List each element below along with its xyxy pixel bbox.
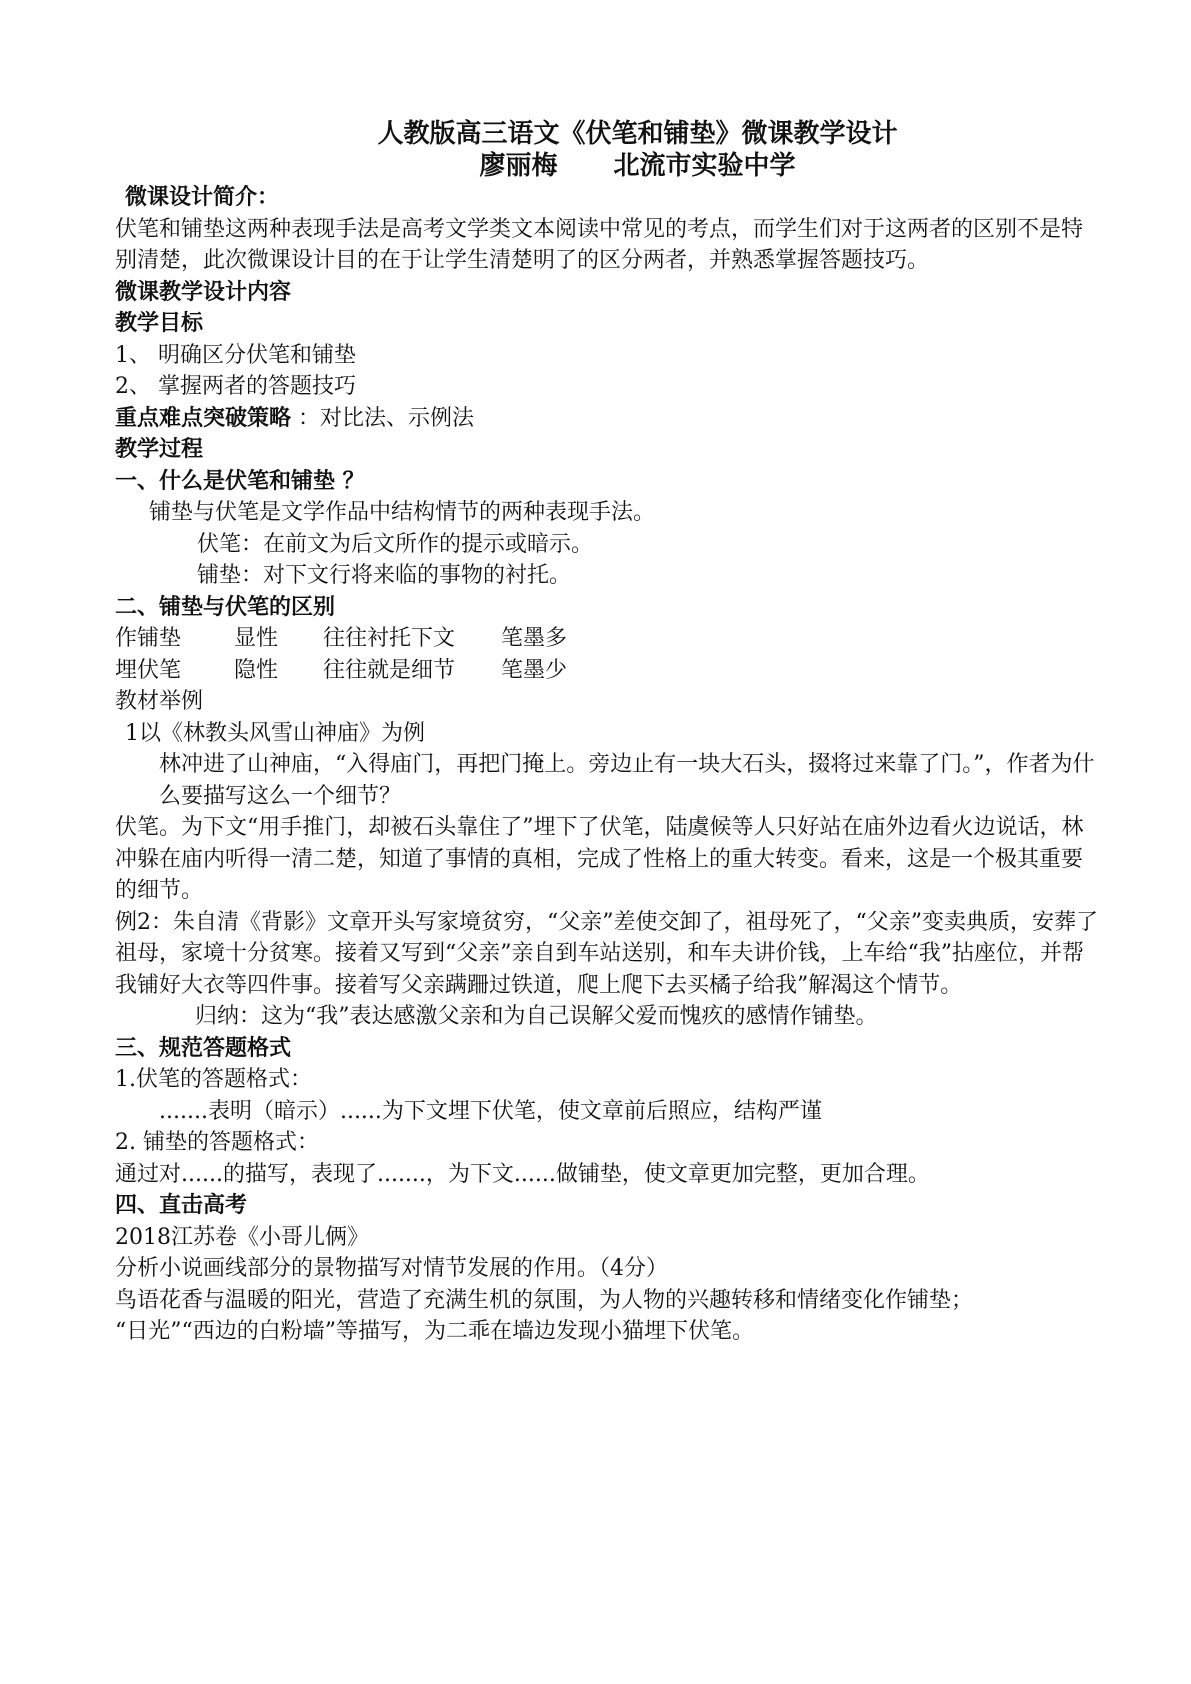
section2-heading: 二、铺垫与伏笔的区别 <box>115 593 336 620</box>
exam-question: 分析小说画线部分的景物描写对情节发展的作用。（4分） <box>115 1256 668 1281</box>
format1-label: 1.伏笔的答题格式： <box>115 1067 312 1092</box>
examples-label: 教材举例 <box>115 689 204 714</box>
comparison-cell: 埋伏笔 <box>115 657 182 683</box>
strategy-line <box>115 403 1100 435</box>
format2-text: 通过对......的描写，表现了.......，为下文......做铺垫，使文章更加完整，更加合理。 <box>115 1161 930 1187</box>
example1-title: 1以《林教头风雪山神庙》为例 <box>125 720 425 746</box>
comparison-row <box>115 655 1100 687</box>
comparison-cell: 笔墨多 <box>501 626 568 651</box>
section1-heading: 一、什么是伏笔和铺垫 ？ <box>115 467 365 494</box>
comparison-cell: 往往就是细节 <box>323 657 456 683</box>
process-heading: 教学过程 <box>115 436 204 462</box>
comparison-row <box>115 623 1100 655</box>
school-name: 北流市实验中学 <box>613 151 796 181</box>
author-name: 廖丽梅 <box>479 151 558 181</box>
comparison-cell: 作铺垫 <box>115 626 182 651</box>
comparison-cell: 显性 <box>234 626 279 651</box>
comparison-cell: 往往衬托下文 <box>323 626 456 651</box>
format2-label: 2. 铺垫的答题格式： <box>115 1130 319 1155</box>
exam-answer: 鸟语花香与温暖的阳光，营造了充满生机的氛围，为人物的兴趣转移和情绪变化作铺垫； <box>115 1287 974 1313</box>
strategy-value: ：对比法、示例法 <box>291 405 475 431</box>
example1-answer: 伏笔。为下文“用手推门，却被石头靠住了”埋下了伏笔，陆虞候等人只好站在庙外边看火边说话，林冲躲在庙内听得一清二楚，知道了事情的真相，完成了性格上的重大转变。看来，这是一个极其重要的细节。 <box>115 815 1084 903</box>
goal-item: 1、 明确区分伏笔和铺垫 <box>115 342 356 368</box>
section1-intro: 铺垫与伏笔是文学作品中结构情节的两种表现手法。 <box>149 500 656 525</box>
setup-definition: 铺垫：对下文行将来临的事物的衬托。 <box>197 563 572 588</box>
intro-text: 伏笔和铺垫这两种表现手法是高考文学类文本阅读中常见的考点，而学生们对于这两者的区别不是特别清楚，此次微课设计目的在于让学生清楚明了的区分两者，并熟悉掌握答题技巧。 <box>115 216 1084 273</box>
title-byline <box>175 150 1100 182</box>
example2-text: 例2：朱自清《背影》文章开头写家境贫穷，“父亲”差使交卸了，祖母死了，“父亲”变卖典质，安葬了祖母，家境十分贫寒。接着又写到“父亲”亲自到车站送别，和车夫讲价钱，上车给“我”拈座位，并帮我铺好大衣等四件事。接着写父亲蹒跚过铁道，爬上爬下去买橘子给我”解渴这个情节。 <box>115 909 1098 998</box>
comparison-cell: 笔墨少 <box>501 657 568 683</box>
title-main: 人教版高三语文《伏笔和铺垫》微课教学设计 <box>377 119 898 149</box>
section4-heading: 四、直击高考 <box>115 1192 248 1218</box>
intro-heading: 微课设计简介： <box>125 184 280 210</box>
strategy-label: 重点难点突破策略 <box>115 404 292 431</box>
comparison-cell: 隐性 <box>234 657 279 683</box>
format1-text: .......表明（暗示）......为下文埋下伏笔，使文章前后照应，结构严谨 <box>159 1098 822 1124</box>
exam-answer: “日光”“西边的白粉墙”等描写，为二乖在墙边发现小猫埋下伏笔。 <box>115 1319 754 1344</box>
example2-summary: 归纳：这为“我”表达感激父亲和为自己误解父爱而愧疚的感情作铺垫。 <box>195 1004 878 1029</box>
document-title <box>175 118 1100 182</box>
exam-source: 2018江苏卷《小哥儿俩》 <box>115 1224 369 1250</box>
document-page <box>115 118 1100 1348</box>
goals-heading: 教学目标 <box>115 310 204 336</box>
example1-question: 林冲进了山神庙，“入得庙门，再把门掩上。旁边止有一块大石头，掇将过来靠了门。”，作者为什么要描写这么一个细节？ <box>159 752 1095 809</box>
section3-heading: 三、规范答题格式 <box>115 1034 292 1061</box>
foreshadow-definition: 伏笔：在前文为后文所作的提示或暗示。 <box>197 531 594 557</box>
goal-item: 2、 掌握两者的答题技巧 <box>115 374 356 399</box>
content-heading: 微课教学设计内容 <box>115 278 292 305</box>
